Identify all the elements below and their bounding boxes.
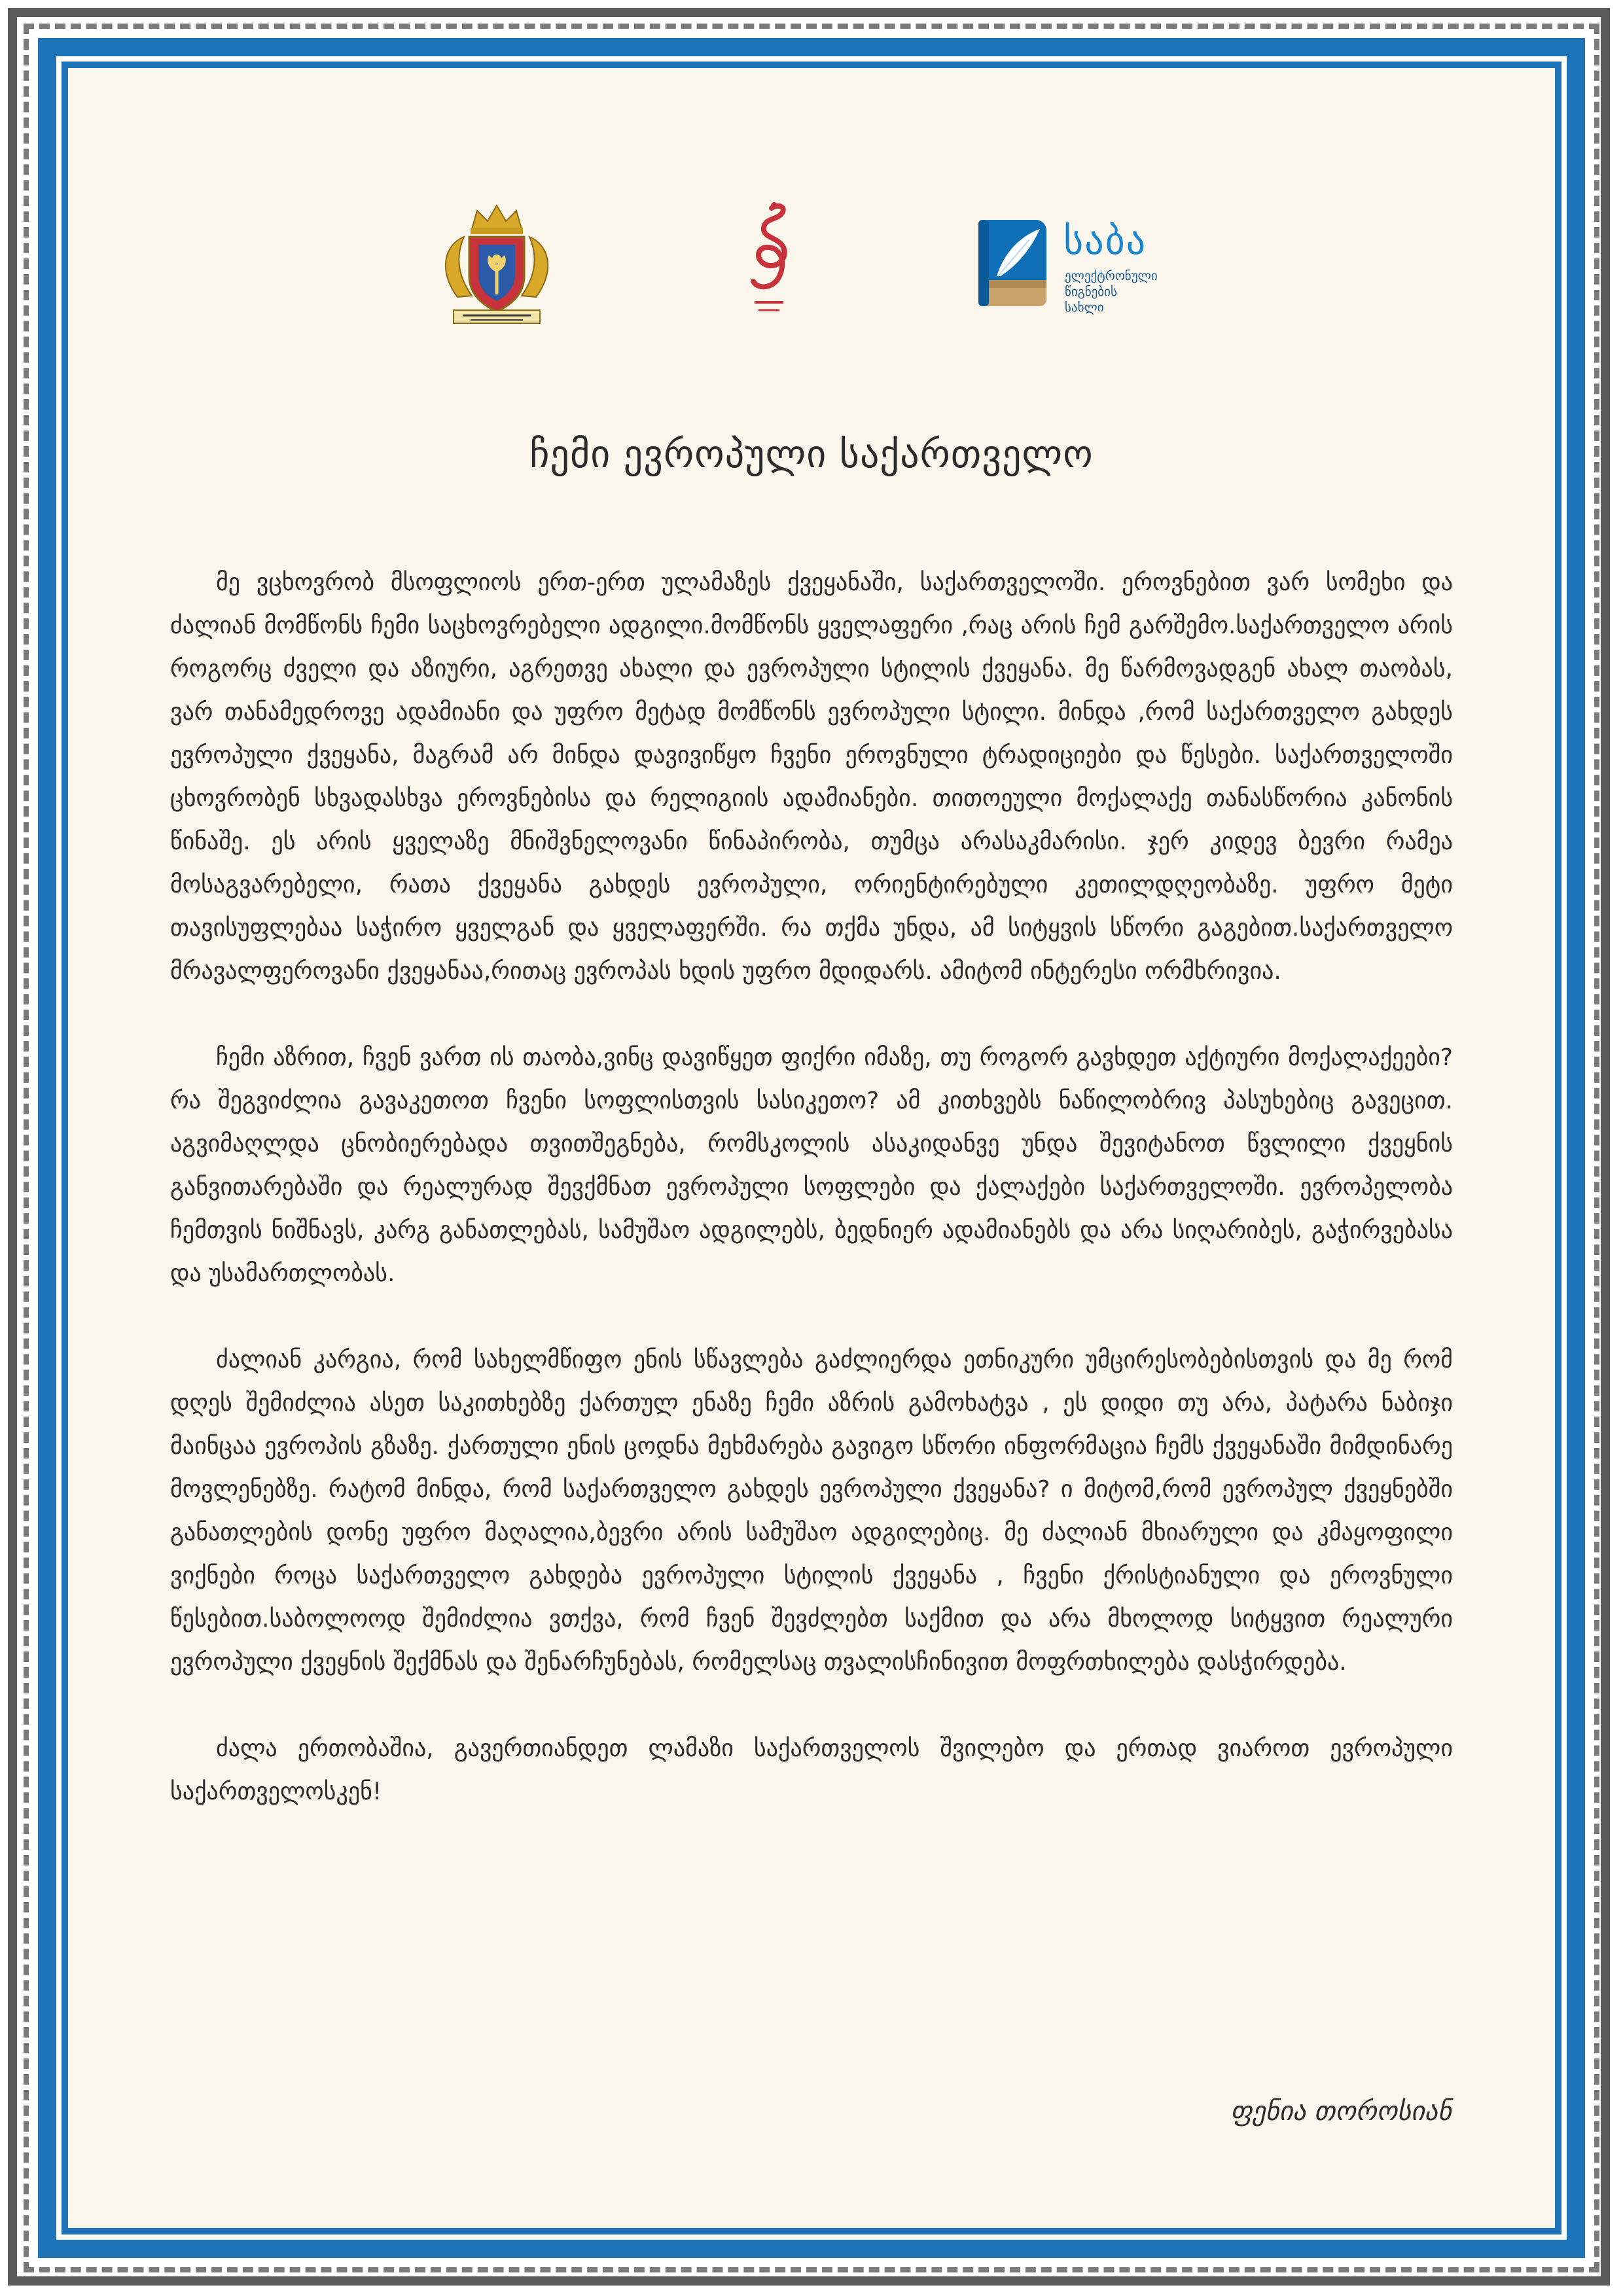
saba-subtitle-line: სახლი — [1065, 300, 1104, 315]
document-page — [68, 68, 1555, 2228]
paragraph: ძალიან კარგია, რომ სახელმწიფო ენის სწავლება გაძლიერდა ეთნიკური უმცირესობებისთვის და მე რომ დღეს შემიძლია ასეთ საკითხებზე ქართულ ენაზე ჩემი აზრის გამოხატვა , ეს დიდი თუ არა, პატარა ნაბიჯი მაინცაა ევროპის გზაზე. ქართული ენის ცოდნა მეხმარება გავიგო სწორი ინფორმაცია ჩემს ქვეყანაში მიმდინარე მოვლენებზე. რატომ მინდა, რომ საქართველო გახდეს ევროპული ქვეყანა? ი მიტომ,რომ ევროპულ ქვეყნებში განათლების დონე უფრო მაღალია,ბევრი არის სამუშაო ადგილებიც. მე ძალიან მხიარული და კმაყოფილი ვიქნები როცა საქართველო გახდება ევროპული სტილის ქვეყანა , ჩვენი ქრისტიანული და ეროვნული წესებით.საბოლოოდ შემიძლია ვთქვა, რომ ჩვენ შევძლებთ საქმით და არა მხოლოდ სიტყვით რეალური ევროპული ქვეყნის შექმნას და შენარჩუნებას, რომელსაც თვალისჩინივით მოფრთხილება დასჭირდება. — [170, 1347, 1453, 1676]
saba-wordmark: საბა — [1063, 219, 1147, 263]
document-title: ჩემი ევროპული საქართველო — [529, 432, 1094, 476]
coat-of-arms-icon — [431, 199, 562, 330]
saba-logo — [974, 217, 1197, 315]
paragraph: მე ვცხოვრობ მსოფლიოს ერთ-ერთ ულამაზეს ქვეყანაში, საქართველოში. ეროვნებით ვარ სომეხი და ძალიან მომწონს ჩემი საცხოვრებელი ადგილი.მომწონს ყველაფერი ,რაც არის ჩემ გარშემო.საქართველო არის როგორც ძველი და აზიური, აგრეთვე ახალი და ევროპული სტილის ქვეყანა. მე წარმოვადგენ ახალ თაობას, ვარ თანამედროვე ადამიანი და უფრო მეტად მომწონს ევროპული სტილი. მინდა ,რომ საქართველო გახდეს ევროპული ქვეყანა, მაგრამ არ მინდა დავივიწყო ჩვენი ეროვნული ტრადიციები და წესები. საქართველოში ცხოვრობენ სხვადასხვა ეროვნებისა და რელიგიის ადამიანები. თითოეული მოქალაქე თანასწორია კანონის წინაშე. ეს არის ყველაზე მნიშვნელოვანი წინაპირობა, თუმცა არასაკმარისი. ჯერ კიდევ ბევრი რამეა მოსაგვარებელი, რათა ქვეყანა გახდეს ევროპული, ორიენტირებული კეთილდღეობაზე. უფრო მეტი თავისუფლებაა საჭირო ყველგან და ყველაფერში. რა თქმა უნდა, ამ სიტყვის სწორი გაგებით.საქართველო მრავალფეროვანი ქვეყანაა,რითაც ევროპას ხდის უფრო მდიდარს. ამიტომ ინტერესი ორმხრივია. — [170, 569, 1453, 985]
document-body — [170, 561, 1453, 1857]
saba-subtitle-line: წიგნების — [1065, 285, 1117, 299]
book-feather-icon — [974, 217, 1048, 309]
calligraphic-emblem-icon — [732, 199, 804, 330]
saba-subtitle — [1065, 268, 1196, 315]
saba-subtitle-line: ელექტრონული — [1065, 269, 1158, 283]
paragraph: ძალა ერთობაშია, გავერთიანდეთ ლამაზი საქართველოს შვილებო და ერთად ვიაროთ ევროპული საქართველოსკენ! — [170, 1735, 1453, 1805]
author-signature: ფენია თოროსიან — [1230, 2096, 1452, 2127]
logo-row — [68, 199, 1555, 343]
paragraph: ჩემი აზრით, ჩვენ ვართ ის თაობა,ვინც დავიწყეთ ფიქრი იმაზე, თუ როგორ გავხდეთ აქტიური მოქალაქეები? რა შეგვიძლია გავაკეთოთ ჩვენი სოფლისთვის სასიკეთო? ამ კითხვებს ნაწილობრივ პასუხებიც გავეცით. აგვიმაღლდა ცნობიერებადა თვითშეგნება, რომსკოლის ასაკიდანვე უნდა შევიტანოთ წვლილი ქვეყნის განვითარებაში და რეალურად შევქმნათ ევროპული სოფლები და ქალაქები საქართველოში. ევროპელობა ჩემთვის ნიშნავს, კარგ განათლებას, სამუშაო ადგილებს, ბედნიერ ადამიანებს და არა სიღარიბეს, გაჭირვებასა და უსამართლობას. — [170, 1044, 1453, 1287]
